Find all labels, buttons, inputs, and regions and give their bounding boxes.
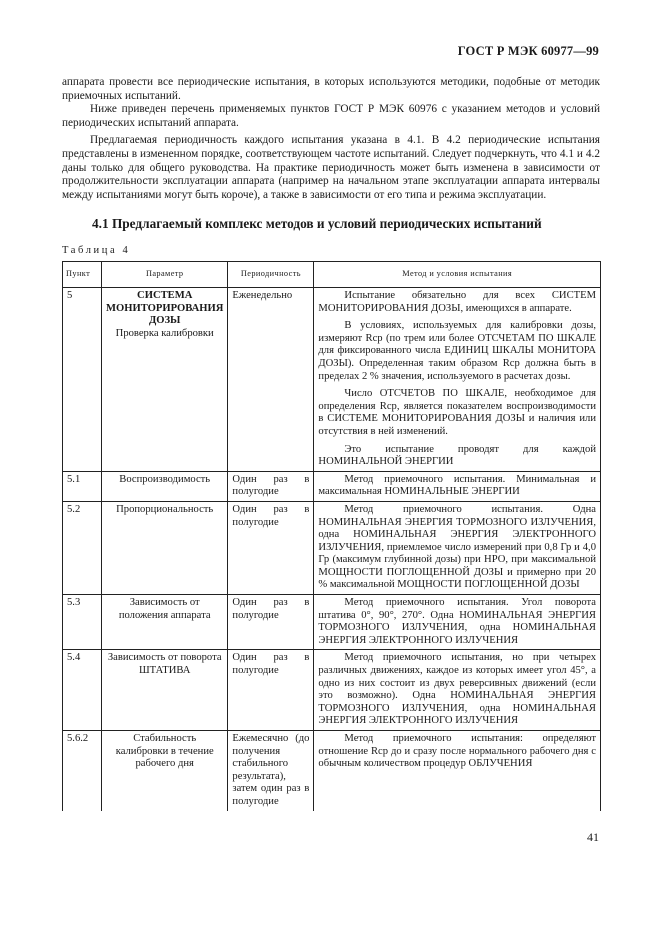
row-param: Стабильность калибровки в течение рабочего дня xyxy=(102,731,228,811)
param-subtitle: Проверка калибровки xyxy=(115,327,214,339)
method-text: Испытание обязательно для всех СИСТЕМ МОНИТОРИРОВАНИЯ ДОЗЫ, имеющихся в аппарате. xyxy=(318,290,596,314)
section-title: 4.1 Предлагаемый комплекс методов и условий периодических испытаний xyxy=(92,216,542,231)
periodic-tests-table xyxy=(62,261,601,811)
method-text: В условиях, используемых для калибровки дозы, измеряют Rср (по трем или более ОТСЧЕТАМ ПО ШКАЛЕ для фиксированного числа ЕДИНИЦ ШКАЛЫ МОНИТОРА ДОЗЫ). Определенная таким образом Rср должна быть в пределах 2 % значения, используемого в расчетах дозы. xyxy=(318,320,596,382)
method-text: Метод приемочного испытания. Минимальная и максимальная НОМИНАЛЬНЫЕ ЭНЕРГИИ xyxy=(318,473,596,498)
method-text: Метод приемочного испытания. Одна НОМИНАЛЬНАЯ ЭНЕРГИЯ ТОРМОЗНОГО ИЗЛУЧЕНИЯ, одна НОМИНАЛЬНАЯ ЭНЕРГИЯ ЭЛЕКТРОННОГО ИЗЛУЧЕНИЯ, приемлемое число измерений при 0,8 Гр и 4,0 Гр (максимум глубинной дозы) при НРО, при максимальной МОЩНОСТИ ПОГЛОЩЕННОЙ ДОЗЫ и примерно при 20 % максимальной МОЩНОСТИ ПОГЛОЩЕННОЙ ДОЗЫ xyxy=(318,503,596,591)
row-period xyxy=(228,595,314,650)
header-item: Пункт xyxy=(63,262,102,288)
row-method xyxy=(314,650,601,731)
method-text: Метод приемочного испытания, но при четырех различных движениях, каждое из которых имеет угол 45°, а одно из них состоит из двух реверсивных движений (если это возможно). Одна НОМИНАЛЬНАЯ ЭНЕРГИЯ ТОРМОЗНОГО ИЗЛУЧЕНИЯ, одна НОМИНАЛЬНАЯ ЭНЕРГИЯ ЭЛЕКТРОННОГО ИЗЛУЧЕНИЯ xyxy=(318,652,596,727)
header-parameter: Параметр xyxy=(102,262,228,288)
header-method: Метод и условия испытания xyxy=(314,262,601,288)
row-param: Пропорциональность xyxy=(102,501,228,594)
row-num: 5 xyxy=(63,288,102,472)
row-method xyxy=(314,288,601,472)
method-text: Метод приемочного испытания: определяют отношение Rср до и сразу после нормального рабочего дня с обычным количеством процедур ОБЛУЧЕНИЯ xyxy=(318,733,596,770)
param-title: СИСТЕМА МОНИТОРИРОВАНИЯ ДОЗЫ xyxy=(106,290,224,327)
row-param: Воспроизводимость xyxy=(102,471,228,501)
table-row xyxy=(63,650,601,731)
body-text xyxy=(62,76,600,202)
row-period xyxy=(228,501,314,594)
paragraph-1: аппарата провести все периодические испытания, в которых используются методики, подобные от методик приемочных испытаний. xyxy=(62,76,600,102)
paragraph-2: Ниже приведен перечень применяемых пунктов ГОСТ Р МЭК 60976 с указанием методов и условий периодических испытаний аппарата. xyxy=(62,103,600,129)
row-param: Зависимость от поворота ШТАТИВА xyxy=(102,650,228,731)
row-method xyxy=(314,731,601,811)
row-num: 5.3 xyxy=(63,595,102,650)
period-text: Один раз в полугодие xyxy=(232,652,310,677)
row-method xyxy=(314,471,601,501)
table-row xyxy=(63,731,601,811)
row-period xyxy=(228,288,314,472)
table-row xyxy=(63,471,601,501)
row-period xyxy=(228,731,314,811)
row-num: 5.1 xyxy=(63,471,102,501)
row-param: Зависимость от положения аппарата xyxy=(102,595,228,650)
period-text: Ежемесячно (до получения стабильного результата), затем один раз в полугодие xyxy=(232,733,310,807)
period-text: Один раз в полугодие xyxy=(232,597,310,621)
table-header-row xyxy=(63,262,601,288)
standard-header: ГОСТ Р МЭК 60977—99 xyxy=(457,44,599,58)
row-method xyxy=(314,501,601,594)
header-periodicity: Периодичность xyxy=(228,262,314,288)
row-method xyxy=(314,595,601,650)
method-text: Это испытание проводят для каждой НОМИНАЛЬНОЙ ЭНЕРГИИ xyxy=(318,443,596,468)
page-number: 41 xyxy=(587,830,599,844)
table-row xyxy=(63,288,601,472)
period-text: Один раз в полугодие xyxy=(232,503,310,528)
row-period xyxy=(228,471,314,501)
row-num: 5.4 xyxy=(63,650,102,731)
paragraph-3: Предлагаемая периодичность каждого испытания указана в 4.1. В 4.2 периодические испытания представлены в измененном порядке, соответствующем частоте испытаний. Следует подчеркнуть, что 4.1 и 4.2 даны только для общего руководства. На практике периодичность может быть изменена в зависимости от продолжительности эксплуатации аппарата (например на начальном этапе эксплуатации аппарата интервалы между испытаниями могут быть короче), а также в зависимости от его типа и режима эксплуатации. xyxy=(62,134,600,201)
period-text: Один раз в полугодие xyxy=(232,473,310,498)
period-text: Еженедельно xyxy=(232,290,293,301)
row-period xyxy=(228,650,314,731)
row-param xyxy=(102,288,228,472)
row-num: 5.2 xyxy=(63,501,102,594)
table-row xyxy=(63,595,601,650)
table-row xyxy=(63,501,601,594)
method-text: Метод приемочного испытания. Угол поворота штатива 0°, 90°, 270°. Одна НОМИНАЛЬНАЯ ЭНЕРГИЯ ТОРМОЗНОГО ИЗЛУЧЕНИЯ, одна НОМИНАЛЬНАЯ ЭНЕРГИЯ ЭЛЕКТРОННОГО ИЗЛУЧЕНИЯ xyxy=(318,597,596,646)
row-num: 5.6.2 xyxy=(63,731,102,811)
table-caption: Таблица 4 xyxy=(62,245,131,256)
method-text: Число ОТСЧЕТОВ ПО ШКАЛЕ, необходимое для определения Rср, является показателем воспроизводимости в СИСТЕМЕ МОНИТОРИРОВАНИЯ ДОЗЫ и наличия или отсутствия в ней изменений. xyxy=(318,388,596,437)
